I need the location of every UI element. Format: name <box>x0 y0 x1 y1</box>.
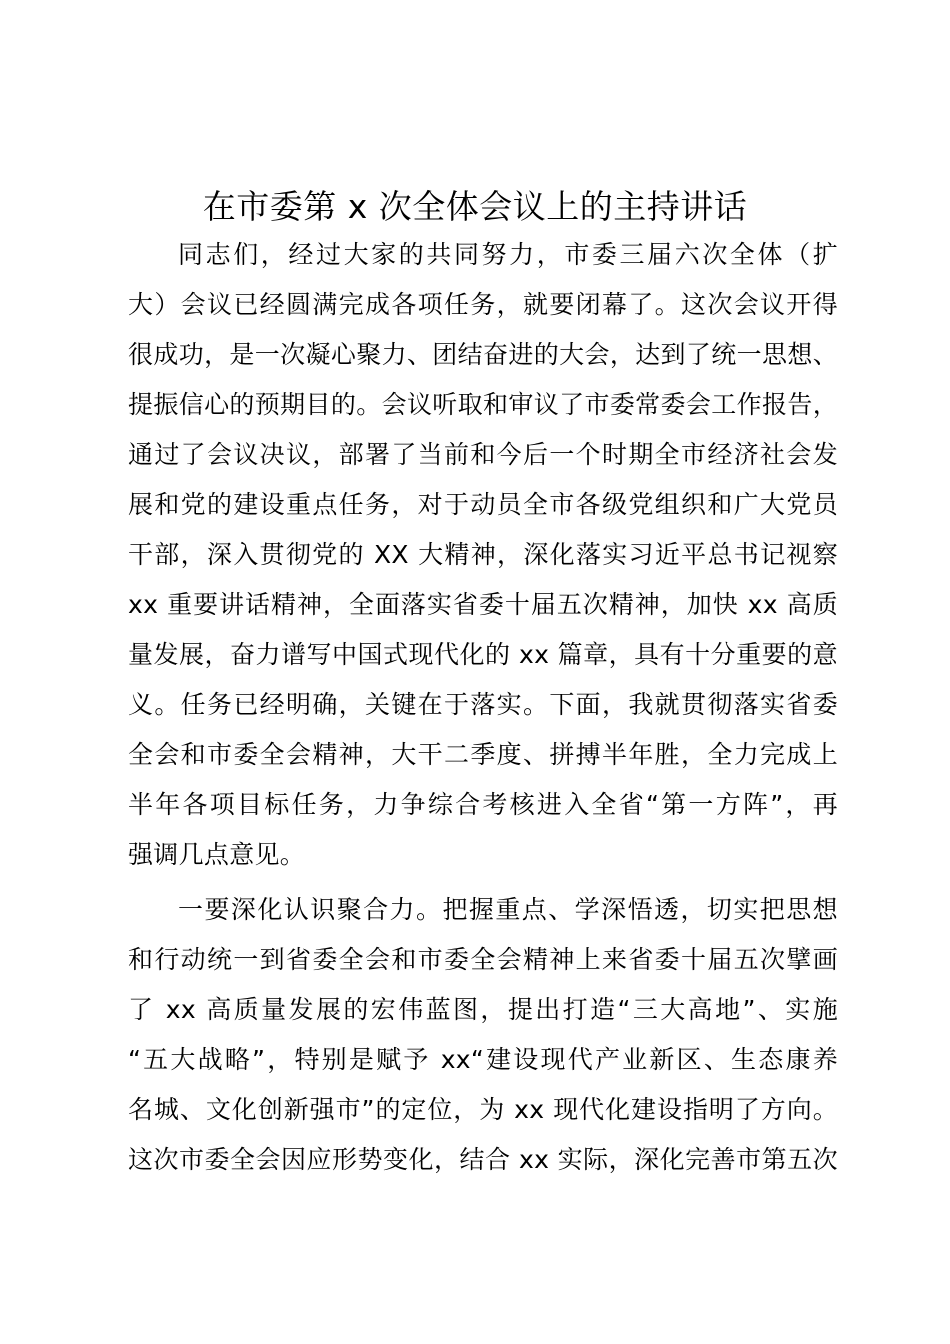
paragraph-line: 很成功，是一次凝心聚力、团结奋进的大会，达到了统一思想、 <box>128 340 838 369</box>
paragraph-line: 强调几点意见。 <box>128 840 306 869</box>
paragraph-line: 半年各项目标任务，力争综合考核进入全省“第一方阵”，再 <box>128 790 838 819</box>
paragraph-2 <box>128 885 838 1185</box>
paragraph-line: 展和党的建设重点任务，对于动员全市各级党组织和广大党员 <box>128 490 838 519</box>
paragraph-line: 干部，深入贯彻党的 XX 大精神，深化落实习近平总书记视察 <box>128 540 838 569</box>
paragraph-line: 了 xx 高质量发展的宏伟蓝图，提出打造“三大高地”、实施 <box>128 995 838 1024</box>
paragraph-line: 全会和市委全会精神，大干二季度、拼搏半年胜，全力完成上 <box>128 740 838 769</box>
paragraph-line: 和行动统一到省委全会和市委全会精神上来省委十届五次擘画 <box>128 945 838 974</box>
paragraph-line: 提振信心的预期目的。会议听取和审议了市委常委会工作报告， <box>128 390 838 419</box>
paragraph-line: 这次市委全会因应形势变化，结合 xx 实际，深化完善市第五次 <box>128 1145 838 1174</box>
paragraph-line: 通过了会议决议，部署了当前和今后一个时期全市经济社会发 <box>128 440 838 469</box>
paragraph-line: 义。任务已经明确，关键在于落实。下面，我就贯彻落实省委 <box>128 690 838 719</box>
document-body <box>128 230 838 1185</box>
paragraph-line: “五大战略”，特别是赋予 xx“建设现代产业新区、生态康养 <box>128 1045 838 1074</box>
paragraph-line: 大）会议已经圆满完成各项任务，就要闭幕了。这次会议开得 <box>128 290 838 319</box>
paragraph-line: 名城、文化创新强市”的定位，为 xx 现代化建设指明了方向。 <box>128 1095 838 1124</box>
document-title: 在市委第 x 次全体会议上的主持讲话 <box>202 187 748 226</box>
paragraph-1 <box>128 230 838 880</box>
paragraph-line: 量发展，奋力谱写中国式现代化的 xx 篇章，具有十分重要的意 <box>128 640 838 669</box>
paragraph-line: 一要深化认识聚合力。把握重点、学深悟透，切实把思想 <box>178 895 838 924</box>
paragraph-line: 同志们，经过大家的共同努力，市委三届六次全体（扩 <box>178 240 838 269</box>
paragraph-line: xx 重要讲话精神，全面落实省委十届五次精神，加快 xx 高质 <box>128 590 838 619</box>
